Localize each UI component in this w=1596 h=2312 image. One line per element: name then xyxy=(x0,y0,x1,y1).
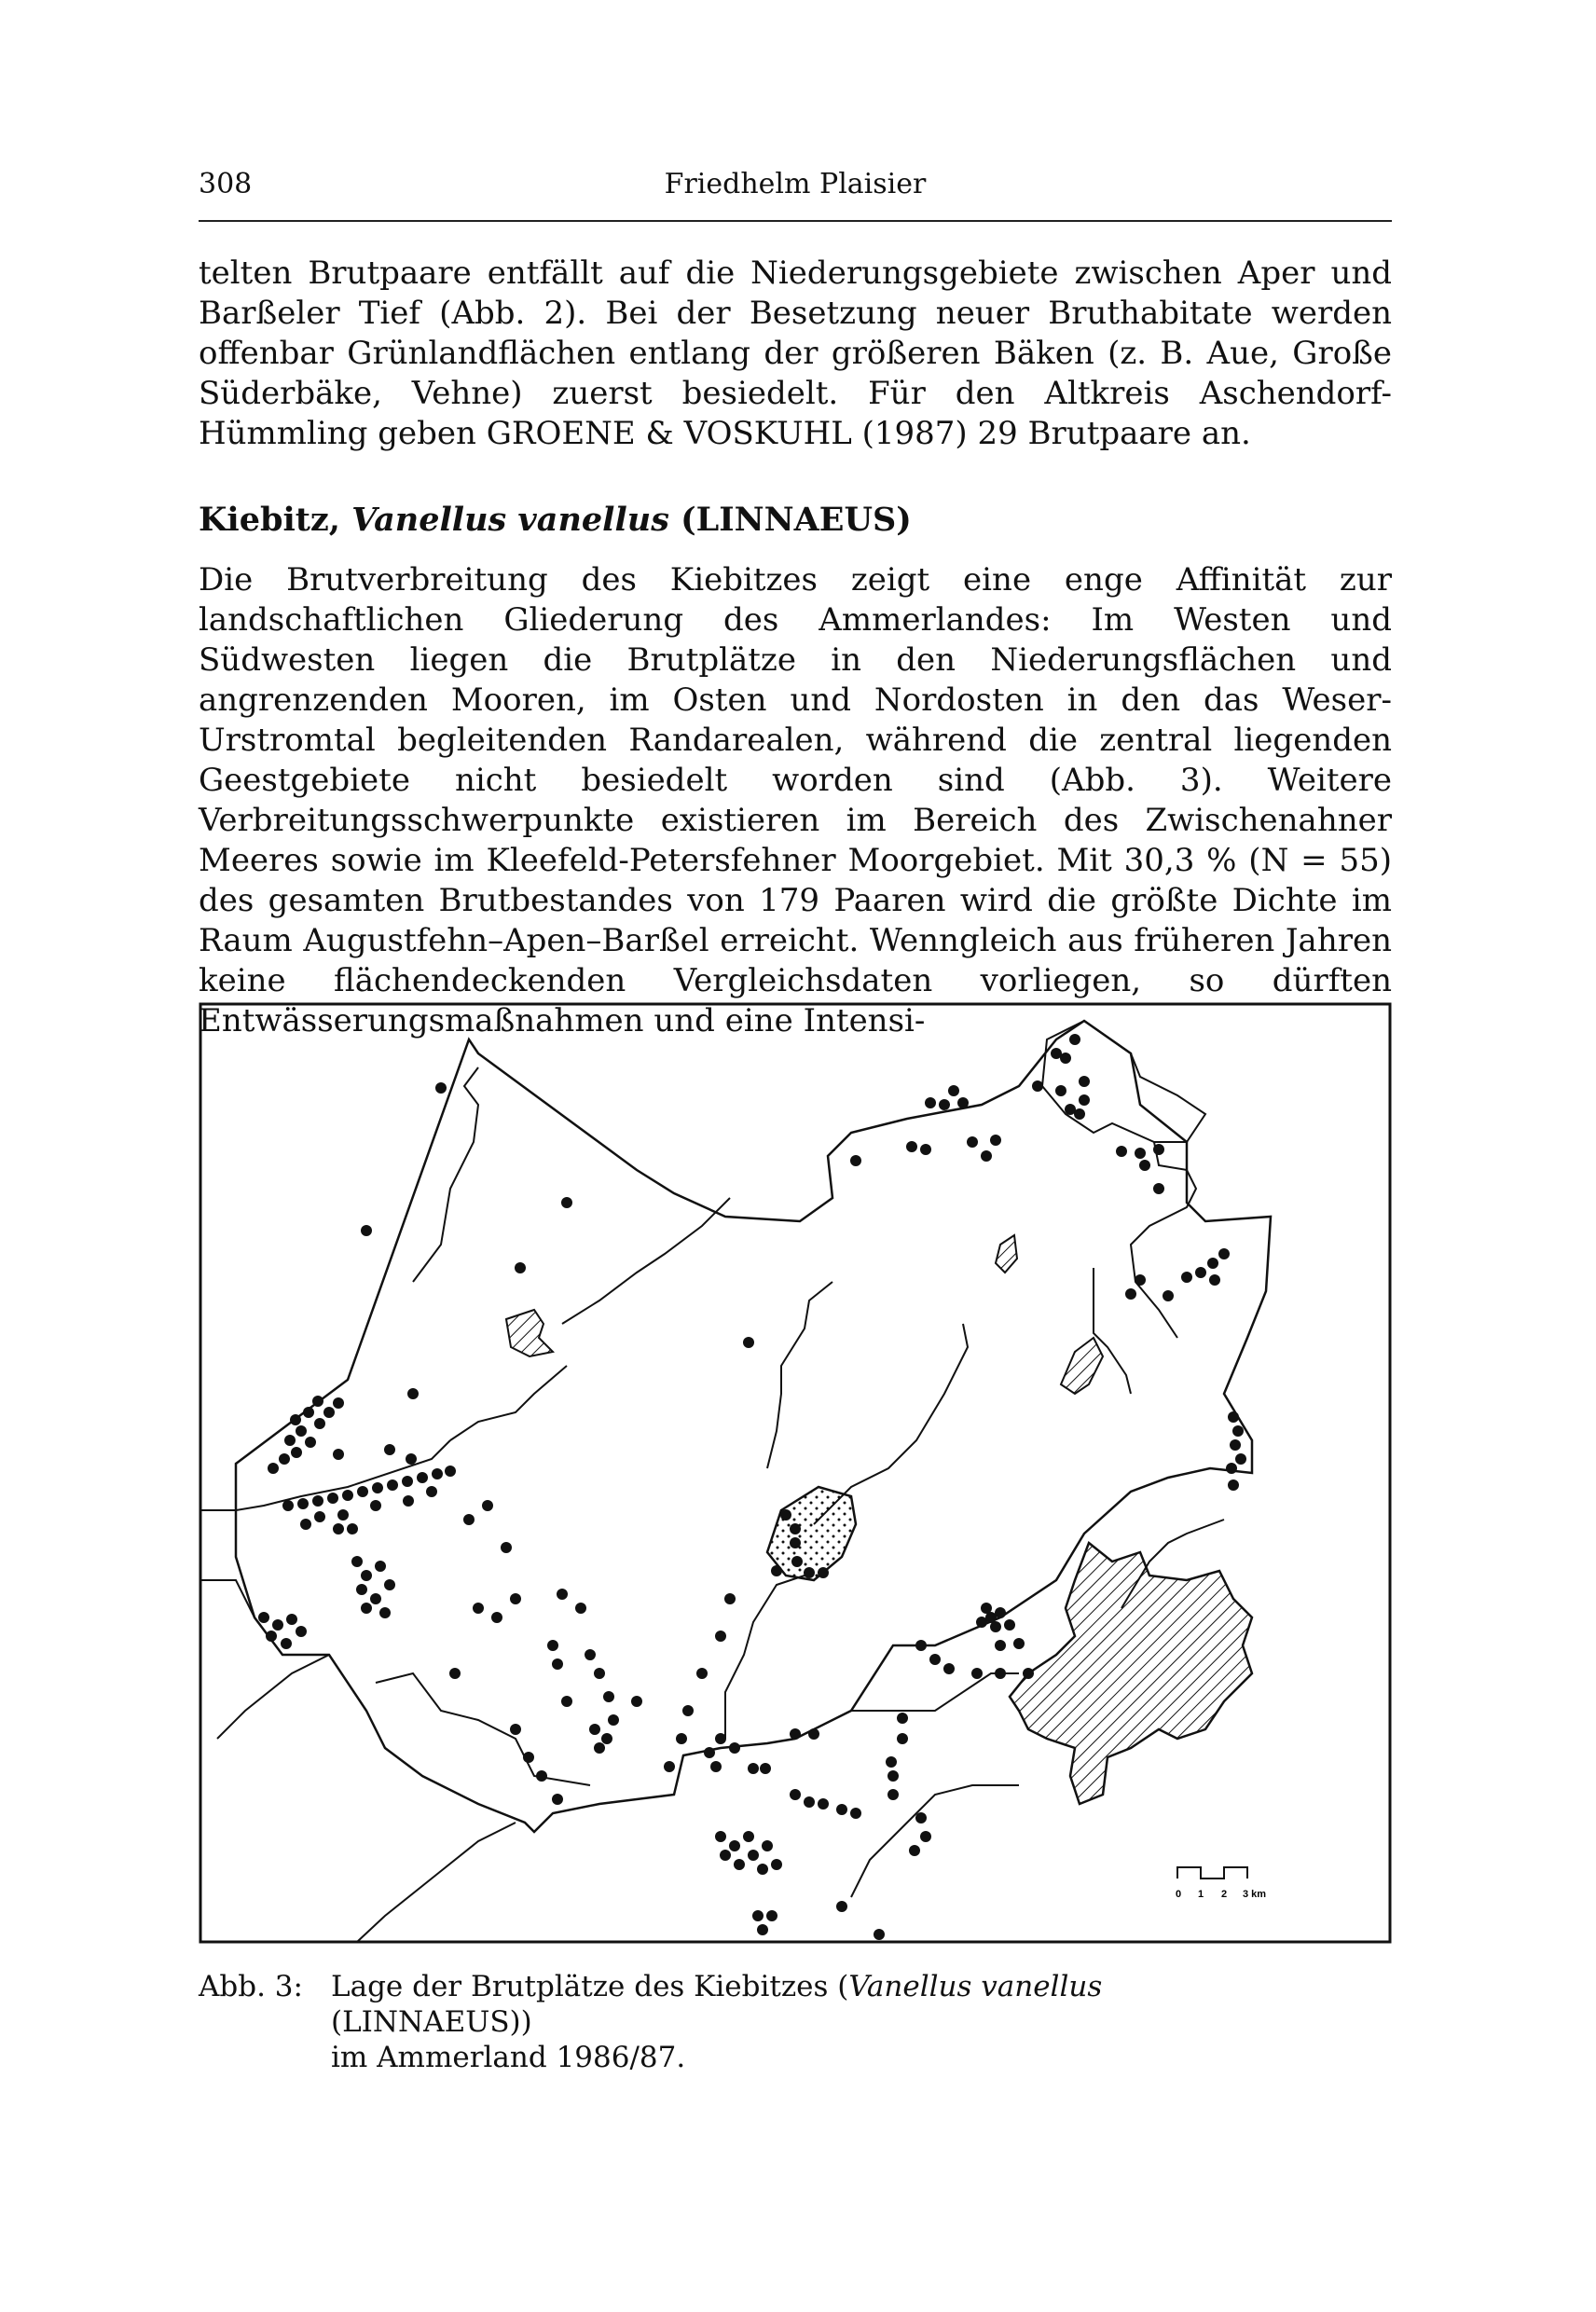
page-header xyxy=(199,168,1392,205)
inner-boundary-west xyxy=(450,1366,567,1440)
section-heading xyxy=(199,500,912,540)
scale-tick-1: 1 xyxy=(1198,1889,1204,1900)
river-southeast xyxy=(851,1785,1019,1897)
scale-bar xyxy=(1176,1867,1266,1900)
heading-prefix: Kiebitz, xyxy=(199,501,352,539)
ammerland-map xyxy=(199,1002,1392,1944)
paragraph-2: Die Brutverbreitung des Kiebitzes zeigt eine enge Affinität zur landschaftlichen Gliederung des Ammerlandes: Im Westen und Südwesten liegen die Brutplätze in den Niederungsflächen und angrenzenden Mooren, im Osten und Nordosten in den das Weser-Urstromtal begleitenden Randarealen, während die zentral liegenden Geestgebiete nicht besiedelt worden sind (Abb. 3). Weitere Verbreitungsschwerpunkte existieren im Bereich des Zwischenahner Meeres sowie im Kleefeld-Petersfehner Moorgebiet. Mit 30,3 % (N = 55) des gesamten Brutbestandes von 179 Paaren wird die größte Dichte im Raum Augustfehn–Apen–Barßel erreicht. Wenngleich aus früheren Jahren keine flächendeckenden Vergleichsdaten vorliegen, so dürften Entwässerungsmaßnahmen und eine Intensi- xyxy=(199,561,1392,1039)
district-boundary-southwest xyxy=(200,1580,255,1617)
map-frame xyxy=(200,1004,1390,1942)
heading-author: (LINNAEUS) xyxy=(668,501,912,539)
river-south xyxy=(357,1823,516,1942)
hatched-area-northeast xyxy=(996,1235,1017,1273)
lake-zwischenahner-meer xyxy=(767,1487,856,1580)
district-boundary-south xyxy=(217,1655,329,1739)
scale-tick-3: 3 km xyxy=(1243,1889,1267,1900)
header-rule xyxy=(199,220,1392,222)
subregion-boundary-northeast xyxy=(1042,1021,1205,1142)
hatched-area-west xyxy=(506,1310,553,1356)
river-west xyxy=(413,1067,478,1282)
local-boundary-southwest xyxy=(376,1673,590,1785)
urban-area-oldenburg xyxy=(1010,1543,1252,1804)
river-south-central xyxy=(725,1576,805,1739)
caption-text xyxy=(331,1969,1300,2075)
caption-prefix: Lage der Brutplätze des Kiebitzes ( xyxy=(331,1970,849,2003)
scale-tick-2: 2 xyxy=(1221,1889,1228,1900)
caption-suffix: (LINNAEUS)) xyxy=(331,2005,532,2039)
subregion-boundary-southeast xyxy=(851,1673,1019,1711)
page-number: 308 xyxy=(199,168,253,200)
river-north xyxy=(562,1198,730,1324)
caption-species: Vanellus vanellus xyxy=(848,1970,1103,2003)
river-central xyxy=(767,1282,832,1468)
breeding-site-dots xyxy=(258,1034,1246,1940)
hatched-area-east xyxy=(1061,1338,1103,1394)
running-head: Friedhelm Plaisier xyxy=(664,168,927,200)
river-northeast xyxy=(1094,1268,1131,1394)
figure-map xyxy=(199,1002,1392,1944)
scale-tick-0: 0 xyxy=(1176,1889,1182,1900)
paragraph-1: telten Brutpaare entfällt auf die Niederungsgebiete zwischen Aper und Barßeler Tief (Abb. 2). Bei der Besetzung neuer Bruthabitate werden offenbar Grünlandflächen entlang der größeren Bäken (z. B. Aue, Große Süderbäke, Vehne) zuerst besiedelt. Für den Altkreis Aschendorf-Hümmling geben GROENE & VOSKUHL (1987) 29 Brutpaare an. xyxy=(199,255,1392,452)
caption-label: Abb. 3: xyxy=(199,1970,303,2003)
heading-species: Vanellus vanellus xyxy=(351,501,669,539)
caption-line-2: im Ammerland 1986/87. xyxy=(331,2041,686,2074)
